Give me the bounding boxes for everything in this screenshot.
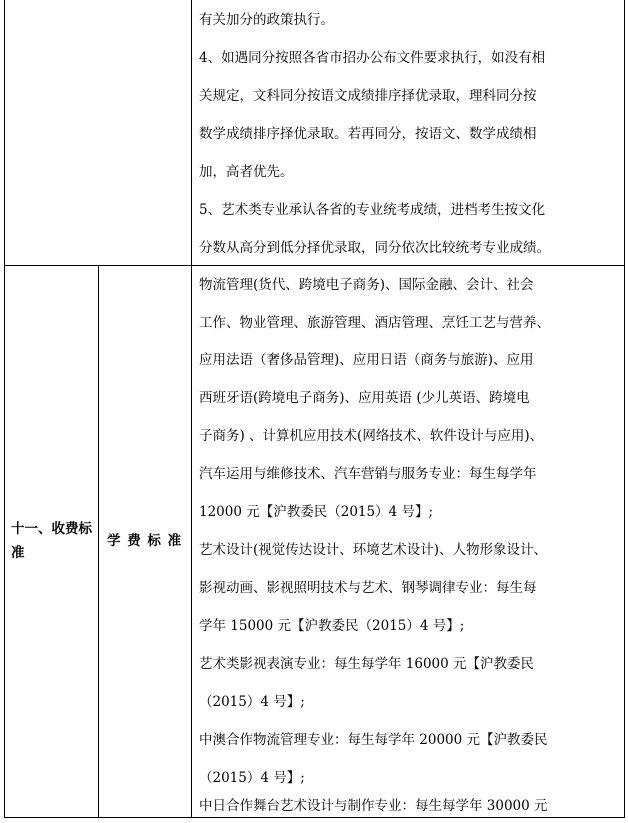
fee-line: 艺术类影视表演专业：每生每学年 16000 元【沪教委民	[199, 656, 535, 672]
fee-line: （2015）4 号】;	[199, 770, 305, 786]
fee-line: （2015）4 号】;	[199, 694, 305, 710]
rule-line: 4、如遇同分按照各省市招办公布文件要求执行，如没有相	[199, 50, 546, 66]
rule-line: 有关加分的政策执行。	[199, 12, 334, 28]
rule-line: 关规定，文科同分按语文成绩排序择优录取，理科同分按	[199, 88, 537, 104]
column-divider-main	[191, 0, 192, 818]
fee-line: 学年 15000 元【沪教委民（2015）4 号】;	[199, 618, 465, 634]
fee-line: 汽车运用与维修技术、汽车营销与服务专业：每生每学年	[199, 466, 537, 482]
fee-line: 工作、物业管理、旅游管理、酒店管理、烹饪工艺与营养、	[199, 315, 550, 331]
fee-line: 中日合作舞台艺术设计与制作专业：每生每学年 30000 元	[199, 798, 548, 814]
rule-line: 分数从高分到低分择优录取，同分依次比较统考专业成绩。	[199, 240, 550, 256]
fee-line: 艺术设计(视觉传达设计、环境艺术设计)、人物形象设计、	[199, 542, 548, 558]
rule-line: 5、艺术类专业承认各省的专业统考成绩，进档考生按文化	[199, 202, 546, 218]
rule-line: 数学成绩排序择优录取。若再同分，按语文、数学成绩相	[199, 126, 537, 142]
column-divider-sub	[98, 265, 99, 818]
fee-line: 12000 元【沪教委民（2015）4 号】;	[199, 504, 434, 520]
tuition-standard-label: 学 费 标 准	[107, 533, 183, 549]
table-border-left	[4, 0, 5, 818]
section-title-continued: 准	[11, 545, 25, 561]
rule-line: 加，高者优先。	[199, 164, 294, 180]
fee-line: 影视动画、影视照明技术与艺术、钢琴调律专业：每生每	[199, 580, 537, 596]
fee-line: 西班牙语(跨境电子商务)、应用英语 (少儿英语、跨境电	[199, 390, 530, 406]
fee-line: 物流管理(货代、跨境电子商务)、国际金融、会计、社会	[199, 277, 534, 293]
fee-line: 子商务) 、计算机应用技术(网络技术、软件设计与应用)、	[199, 428, 544, 444]
section-title: 十一、收费标	[11, 521, 92, 537]
fee-line: 中澳合作物流管理专业：每生每学年 20000 元【沪教委民	[199, 732, 548, 748]
fee-line: 应用法语（奢侈品管理)、应用日语（商务与旅游)、应用	[199, 352, 534, 368]
table-border-right	[624, 0, 625, 818]
